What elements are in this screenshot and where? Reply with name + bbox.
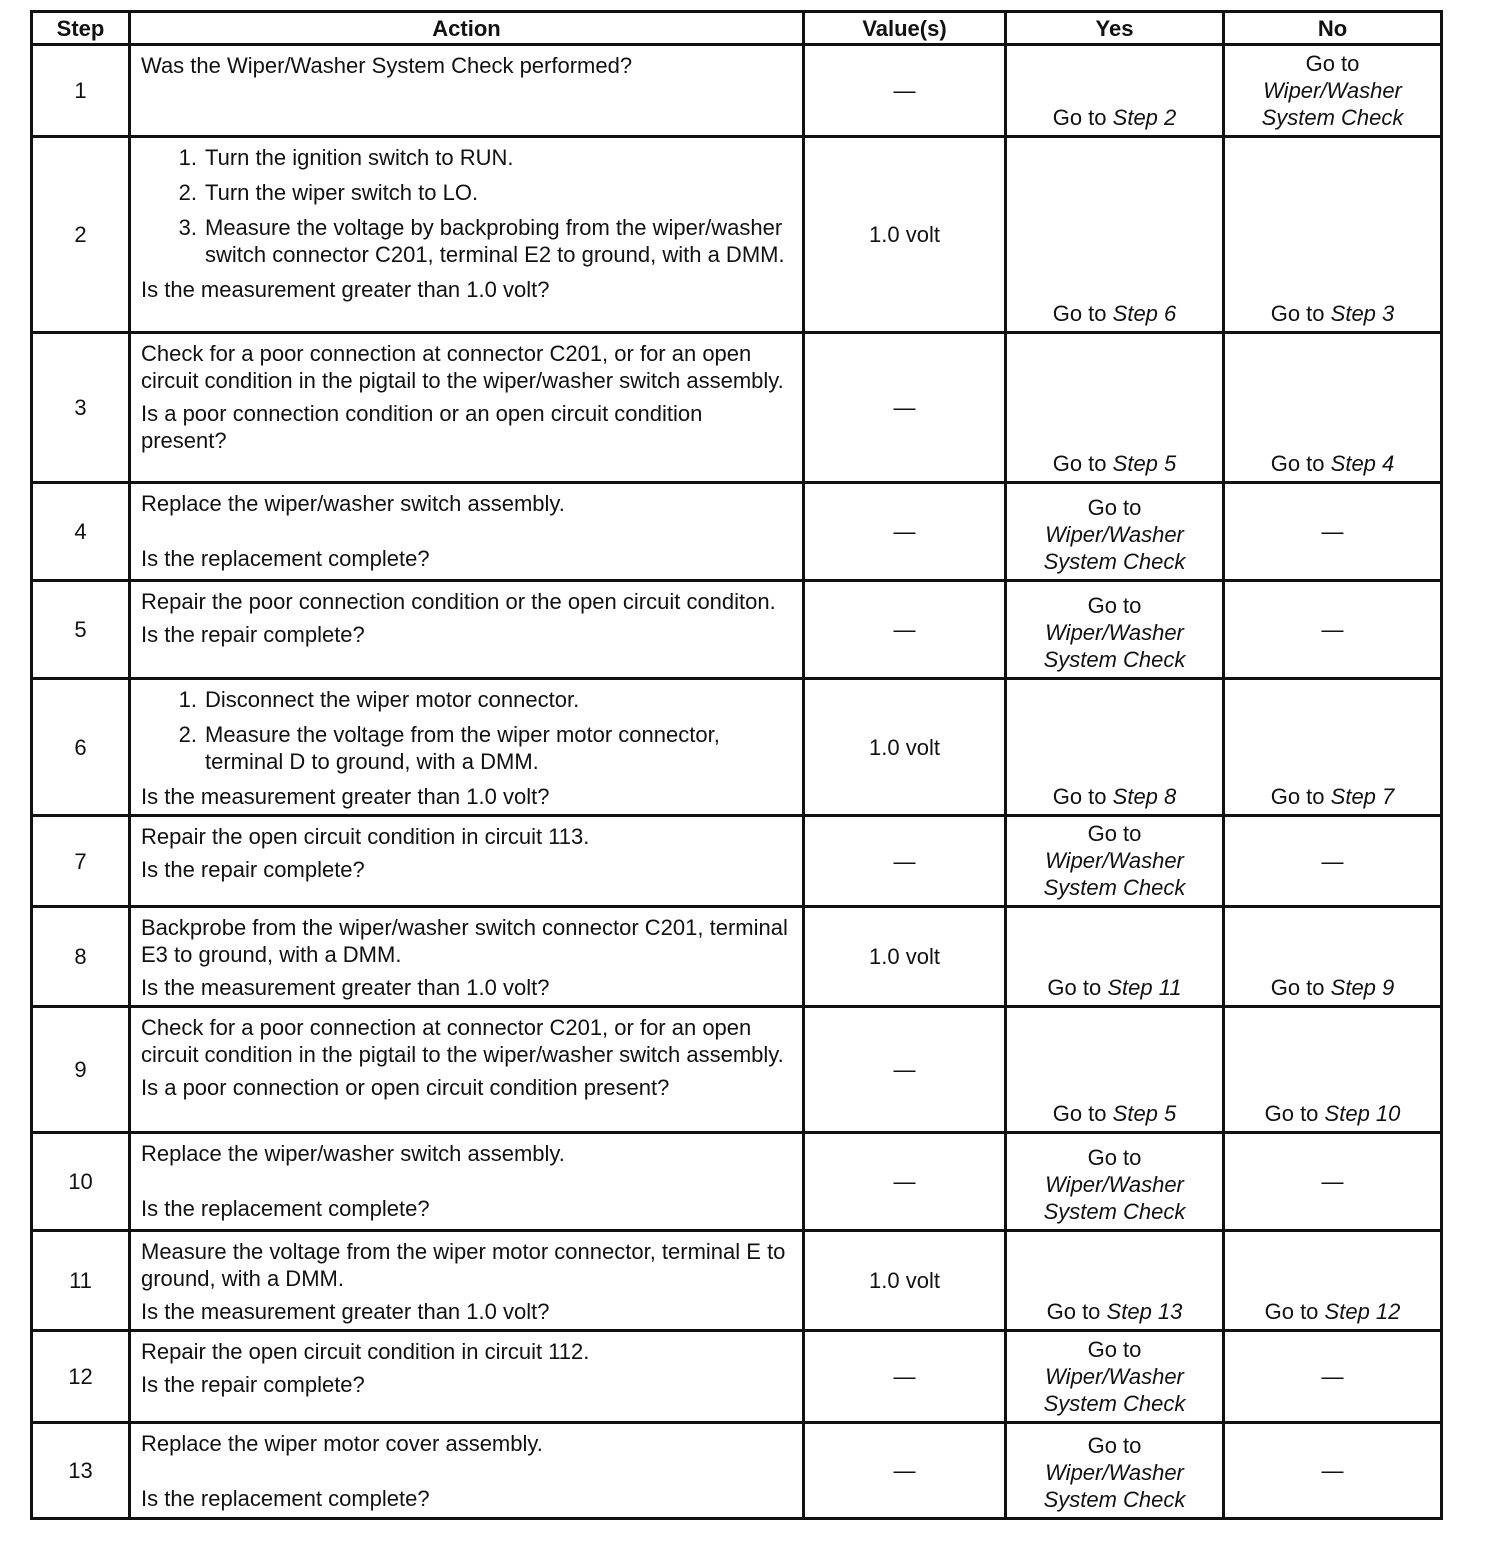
no-target-link[interactable]: Step 7: [1330, 784, 1395, 809]
action-question: Is the measurement greater than 1.0 volt?: [141, 277, 550, 302]
step-number: 13: [32, 1423, 130, 1519]
step-number: 6: [32, 679, 130, 816]
value-cell: —: [804, 1331, 1006, 1423]
action-cell: [130, 483, 804, 581]
no-go-text: Go to: [1264, 1101, 1319, 1126]
no-cell[interactable]: [1224, 1231, 1442, 1331]
action-cell: [130, 581, 804, 679]
step-number: 5: [32, 581, 130, 679]
yes-target-link[interactable]: Wiper/Washer: [1045, 848, 1184, 873]
action-text: Was the Wiper/Washer System Check performed?: [141, 53, 633, 78]
diagnostic-table: [30, 10, 1443, 1520]
yes-cell[interactable]: [1006, 907, 1224, 1007]
no-go-text: Go to: [1270, 301, 1325, 326]
no-target-link-2[interactable]: System Check: [1261, 105, 1404, 130]
action-question: Is a poor connection or open circuit condition present?: [141, 1075, 670, 1100]
action-step-list: [141, 144, 792, 268]
yes-target-link-2[interactable]: System Check: [1043, 1391, 1186, 1416]
header-row: [32, 12, 1442, 45]
yes-target-link[interactable]: Wiper/Washer: [1045, 1172, 1184, 1197]
action-text: Check for a poor connection at connector C201, or for an open circuit condition in the pigtail to the wiper/washer switch assembly.: [141, 1015, 784, 1067]
action-text: Repair the poor connection condition or the open circuit conditon.: [141, 589, 776, 614]
action-question: Is the repair complete?: [141, 1372, 365, 1397]
yes-cell[interactable]: [1006, 137, 1224, 333]
value-cell: —: [804, 333, 1006, 483]
no-target-link[interactable]: Step 4: [1330, 451, 1395, 476]
yes-cell[interactable]: [1006, 1133, 1224, 1231]
table-row: [32, 907, 1442, 1007]
yes-target-link[interactable]: Wiper/Washer: [1045, 620, 1184, 645]
table-row: [32, 816, 1442, 907]
no-go-text: Go to: [1270, 784, 1325, 809]
step-number: 9: [32, 1007, 130, 1133]
yes-target-link-2[interactable]: System Check: [1043, 549, 1186, 574]
action-text: Check for a poor connection at connector C201, or for an open circuit condition in the pigtail to the wiper/washer switch assembly.: [141, 341, 784, 393]
yes-go-text: Go to: [1087, 821, 1142, 846]
step-number: 2: [32, 137, 130, 333]
value-cell: —: [804, 1423, 1006, 1519]
step-number: 8: [32, 907, 130, 1007]
action-question: Is the measurement greater than 1.0 volt?: [141, 975, 550, 1000]
action-question: Is a poor connection condition or an open circuit condition present?: [141, 401, 703, 453]
action-cell: [130, 137, 804, 333]
table-body: [32, 45, 1442, 1519]
table-row: [32, 1133, 1442, 1231]
yes-target-link-2[interactable]: System Check: [1043, 1199, 1186, 1224]
action-question: Is the measurement greater than 1.0 volt?: [141, 784, 550, 809]
no-target-link[interactable]: Step 12: [1324, 1299, 1401, 1324]
table-row: [32, 1423, 1442, 1519]
yes-go-text: Go to: [1087, 1145, 1142, 1170]
table-row: [32, 137, 1442, 333]
table-row: [32, 581, 1442, 679]
no-cell: —: [1224, 581, 1442, 679]
step-number: 11: [32, 1231, 130, 1331]
action-question: Is the replacement complete?: [141, 546, 430, 571]
action-text: Backprobe from the wiper/washer switch connector C201, terminal E3 to ground, with a DMM.: [141, 915, 788, 967]
yes-cell[interactable]: [1006, 581, 1224, 679]
action-cell: [130, 816, 804, 907]
step-number: 7: [32, 816, 130, 907]
yes-go-text: Go to: [1087, 1337, 1142, 1362]
value-cell: —: [804, 816, 1006, 907]
no-cell[interactable]: [1224, 45, 1442, 137]
action-question: Is the replacement complete?: [141, 1486, 430, 1511]
no-cell: —: [1224, 1133, 1442, 1231]
table-row: [32, 1007, 1442, 1133]
value-cell: 1.0 volt: [804, 679, 1006, 816]
yes-go-text: Go to: [1052, 784, 1107, 809]
action-step: 1. Disconnect the wiper motor connector.: [178, 687, 580, 712]
yes-cell[interactable]: [1006, 45, 1224, 137]
table-row: [32, 45, 1442, 137]
yes-cell[interactable]: [1006, 816, 1224, 907]
header-no: No: [1224, 12, 1442, 45]
action-step: 2. Turn the wiper switch to LO.: [178, 180, 479, 205]
yes-target-link[interactable]: Step 8: [1112, 784, 1177, 809]
no-cell[interactable]: [1224, 679, 1442, 816]
yes-cell[interactable]: [1006, 1423, 1224, 1519]
table-row: [32, 483, 1442, 581]
action-text: Repair the open circuit condition in circuit 112.: [141, 1339, 590, 1364]
yes-cell[interactable]: [1006, 1007, 1224, 1133]
action-step: 1. Turn the ignition switch to RUN.: [178, 145, 514, 170]
value-cell: 1.0 volt: [804, 1231, 1006, 1331]
action-question: Is the measurement greater than 1.0 volt?: [141, 1299, 550, 1324]
action-cell: [130, 1007, 804, 1133]
action-cell: [130, 333, 804, 483]
step-number: 10: [32, 1133, 130, 1231]
no-cell: —: [1224, 483, 1442, 581]
yes-cell[interactable]: [1006, 679, 1224, 816]
action-cell: [130, 1133, 804, 1231]
action-step: 2. Measure the voltage from the wiper motor connector, terminal D to ground, with a DMM.: [178, 722, 720, 774]
no-target-link[interactable]: Step 10: [1324, 1101, 1401, 1126]
yes-cell[interactable]: [1006, 483, 1224, 581]
action-text: Replace the wiper/washer switch assembly.: [141, 491, 565, 516]
yes-go-text: Go to: [1052, 1101, 1107, 1126]
value-cell: —: [804, 483, 1006, 581]
header-action: Action: [130, 12, 804, 45]
value-cell: 1.0 volt: [804, 137, 1006, 333]
yes-target-link[interactable]: Wiper/Washer: [1045, 1460, 1184, 1485]
yes-go-text: Go to: [1052, 105, 1107, 130]
yes-target-link[interactable]: Step 2: [1112, 105, 1177, 130]
no-go-text: Go to: [1270, 451, 1325, 476]
value-cell: —: [804, 1133, 1006, 1231]
no-target-link[interactable]: Step 3: [1330, 301, 1395, 326]
action-cell: [130, 679, 804, 816]
header-yes: Yes: [1006, 12, 1224, 45]
header-values: Value(s): [804, 12, 1006, 45]
action-question: Is the replacement complete?: [141, 1196, 430, 1221]
yes-go-text: Go to: [1052, 301, 1107, 326]
yes-target-link[interactable]: Wiper/Washer: [1045, 1364, 1184, 1389]
value-cell: —: [804, 581, 1006, 679]
action-cell: [130, 1231, 804, 1331]
no-go-text: Go to: [1270, 975, 1325, 1000]
action-cell: [130, 1423, 804, 1519]
yes-cell[interactable]: [1006, 1331, 1224, 1423]
yes-target-link-2[interactable]: System Check: [1043, 1487, 1186, 1512]
table-row: [32, 1231, 1442, 1331]
no-cell: —: [1224, 1423, 1442, 1519]
no-go-text: Go to: [1305, 51, 1360, 76]
no-cell[interactable]: [1224, 1007, 1442, 1133]
action-text: Measure the voltage from the wiper motor connector, terminal E to ground, with a DMM.: [141, 1239, 786, 1291]
yes-cell[interactable]: [1006, 333, 1224, 483]
step-number: 12: [32, 1331, 130, 1423]
action-step-list: [141, 686, 792, 775]
no-cell[interactable]: [1224, 137, 1442, 333]
yes-target-link[interactable]: Step 5: [1112, 1101, 1177, 1126]
header-step: Step: [32, 12, 130, 45]
value-cell: —: [804, 1007, 1006, 1133]
yes-target-link-2[interactable]: System Check: [1043, 647, 1186, 672]
action-cell: [130, 45, 804, 137]
action-text: Replace the wiper/washer switch assembly.: [141, 1141, 565, 1166]
action-text: Replace the wiper motor cover assembly.: [141, 1431, 543, 1456]
action-text: Repair the open circuit condition in circuit 113.: [141, 824, 590, 849]
action-question: Is the repair complete?: [141, 622, 365, 647]
yes-cell[interactable]: [1006, 1231, 1224, 1331]
step-number: 4: [32, 483, 130, 581]
yes-target-link[interactable]: Step 13: [1106, 1299, 1183, 1324]
action-question: Is the repair complete?: [141, 857, 365, 882]
value-cell: —: [804, 45, 1006, 137]
no-go-text: Go to: [1264, 1299, 1319, 1324]
yes-target-link[interactable]: Step 6: [1112, 301, 1177, 326]
action-cell: [130, 1331, 804, 1423]
yes-go-text: Go to: [1087, 593, 1142, 618]
yes-target-link[interactable]: Step 5: [1112, 451, 1177, 476]
table-row: [32, 333, 1442, 483]
yes-go-text: Go to: [1052, 451, 1107, 476]
value-cell: 1.0 volt: [804, 907, 1006, 1007]
yes-go-text: Go to: [1046, 1299, 1101, 1324]
yes-go-text: Go to: [1047, 975, 1102, 1000]
no-cell[interactable]: [1224, 907, 1442, 1007]
no-cell: —: [1224, 1331, 1442, 1423]
table-row: [32, 679, 1442, 816]
yes-target-link[interactable]: Wiper/Washer: [1045, 522, 1184, 547]
action-cell: [130, 907, 804, 1007]
no-cell[interactable]: [1224, 333, 1442, 483]
yes-go-text: Go to: [1087, 495, 1142, 520]
table-header: [32, 12, 1442, 45]
no-target-link[interactable]: Wiper/Washer: [1263, 78, 1402, 103]
yes-target-link-2[interactable]: System Check: [1043, 875, 1186, 900]
no-cell: —: [1224, 816, 1442, 907]
step-number: 3: [32, 333, 130, 483]
yes-go-text: Go to: [1087, 1433, 1142, 1458]
yes-target-link[interactable]: Step 11: [1107, 975, 1182, 1000]
no-target-link[interactable]: Step 9: [1330, 975, 1395, 1000]
table-row: [32, 1331, 1442, 1423]
action-step: 3. Measure the voltage by backprobing from the wiper/washer switch connector C201, terminal E2 to ground, with a DMM.: [178, 215, 785, 267]
step-number: 1: [32, 45, 130, 137]
